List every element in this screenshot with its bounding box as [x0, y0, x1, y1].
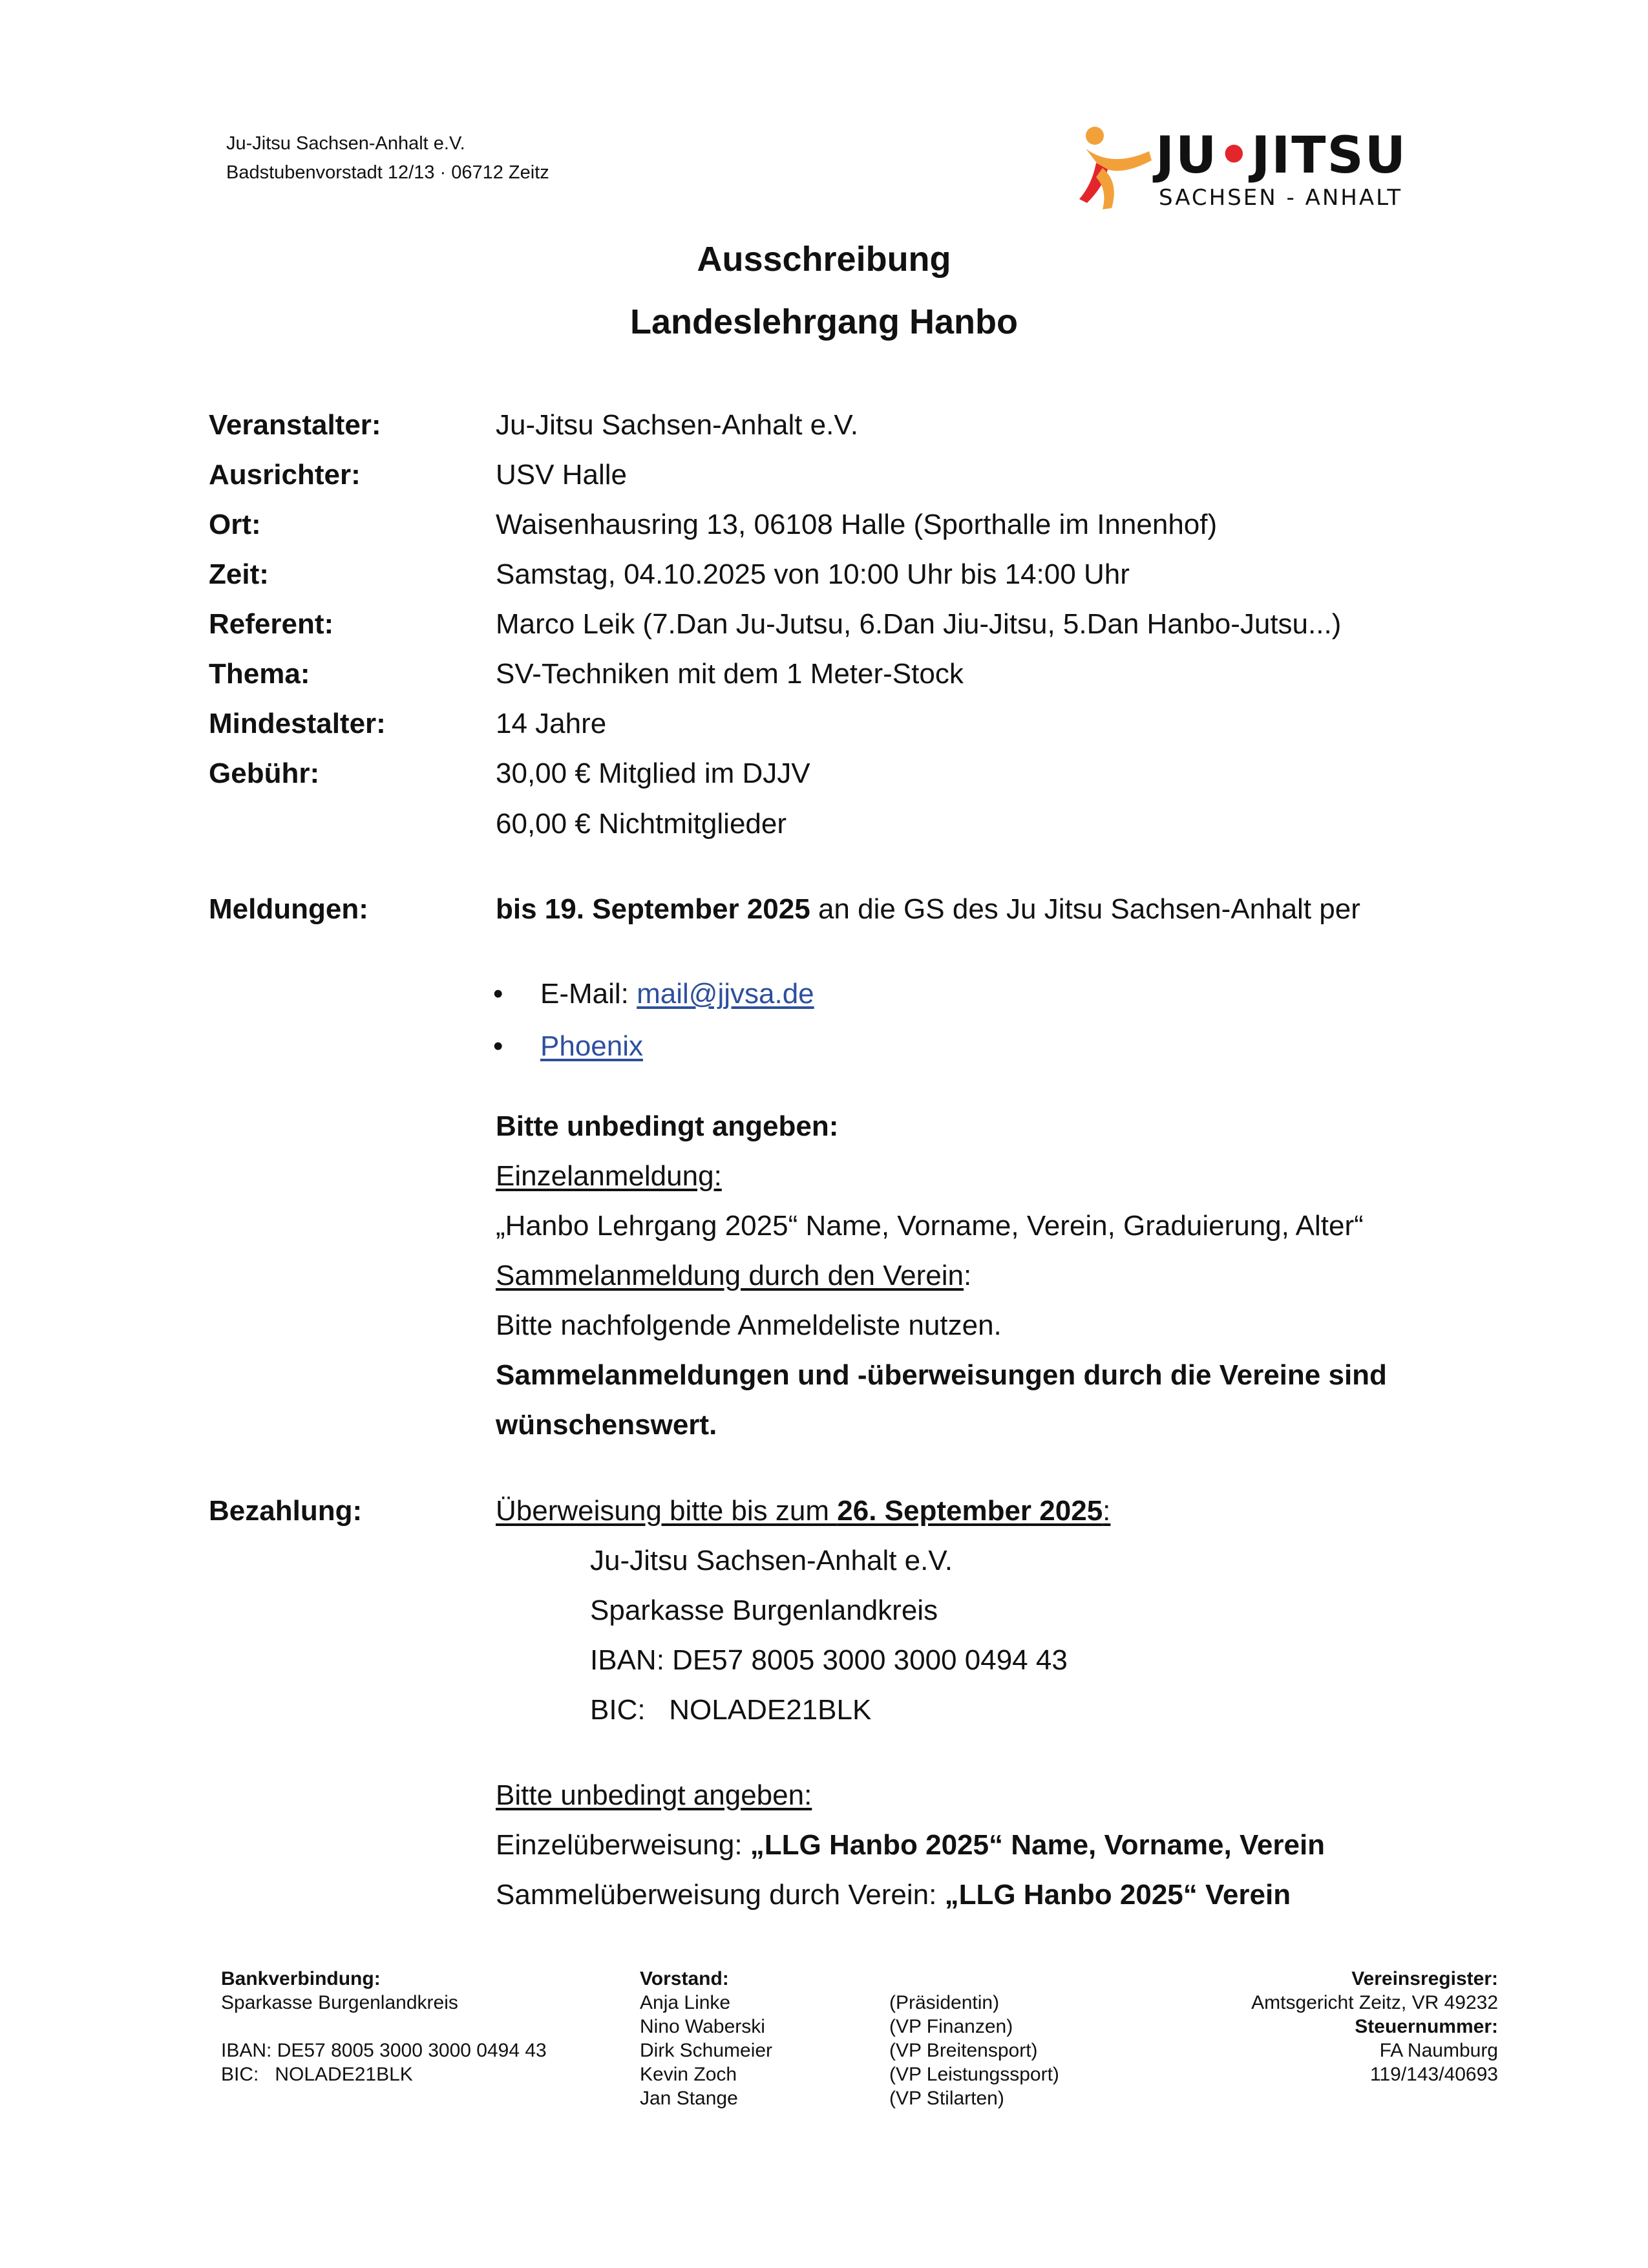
required-heading: Bitte unbedingt angeben:	[496, 1110, 839, 1142]
board-member-name: Anja Linke	[640, 1992, 731, 2013]
footer-register-heading: Vereinsregister:	[1351, 1968, 1498, 1989]
bullet-dot: •	[493, 1030, 503, 1062]
board-member-name: Kevin Zoch	[640, 2064, 737, 2085]
board-member-name: Dirk Schumeier	[640, 2040, 773, 2061]
account-bank: Sparkasse Burgenlandkreis	[590, 1595, 938, 1626]
account-iban: IBAN: DE57 8005 3000 3000 0494 43	[590, 1644, 1068, 1676]
board-member-role: (VP Leistungssport)	[889, 2064, 1059, 2085]
footer-tax-office: FA Naumburg	[1379, 2040, 1498, 2061]
label-gebuehr: Gebühr:	[209, 758, 320, 789]
footer-board-names	[640, 1967, 772, 2110]
meldungen-text: bis 19. September 2025 an die GS des Ju Jitsu Sachsen-Anhalt per	[496, 893, 1360, 925]
footer-register	[1251, 1967, 1498, 2086]
payment-single-reference: Einzelüberweisung: „LLG Hanbo 2025“ Name, Vorname, Verein	[496, 1829, 1326, 1861]
label-ort: Ort:	[209, 509, 261, 540]
payment-deadline: 26. September 2025	[837, 1495, 1103, 1527]
value-veranstalter: Ju-Jitsu Sachsen-Anhalt e.V.	[496, 409, 858, 441]
note-line-1: Sammelanmeldungen und -überweisungen durch die Vereine sind	[496, 1359, 1387, 1391]
footer-register-value: Amtsgericht Zeitz, VR 49232	[1251, 1992, 1498, 2013]
document-title: Ausschreibung	[697, 240, 951, 279]
footer-tax-heading: Steuernummer:	[1355, 2016, 1498, 2037]
sammelanmeldung-text: Bitte nachfolgende Anmeldeliste nutzen.	[496, 1309, 1002, 1341]
board-member-role: (VP Breitensport)	[889, 2040, 1038, 2061]
payment-required-heading: Bitte unbedingt angeben:	[496, 1779, 812, 1811]
einzelanmeldung-heading: Einzelanmeldung:	[496, 1160, 722, 1192]
logo-subtitle: SACHSEN - ANHALT	[1159, 185, 1403, 211]
value-ort: Waisenhausring 13, 06108 Halle (Sporthalle im Innenhof)	[496, 509, 1218, 540]
sender-name: Ju-Jitsu Sachsen-Anhalt e.V.	[226, 133, 465, 154]
sammelanmeldung-heading: Sammelanmeldung durch den Verein:	[496, 1260, 972, 1291]
footer-bank-name: Sparkasse Burgenlandkreis	[221, 1992, 458, 2013]
footer-tax-number: 119/143/40693	[1370, 2064, 1498, 2085]
footer-bank-bic: BIC: NOLADE21BLK	[221, 2064, 413, 2085]
value-thema: SV-Techniken mit dem 1 Meter-Stock	[496, 658, 964, 690]
document-subtitle: Landeslehrgang Hanbo	[629, 302, 1019, 341]
label-meldungen: Meldungen:	[209, 893, 368, 925]
value-gebuehr-mitglied: 30,00 € Mitglied im DJJV	[496, 758, 810, 789]
account-bic: BIC: NOLADE21BLK	[590, 1694, 872, 1726]
label-veranstalter: Veranstalter:	[209, 409, 381, 441]
value-referent: Marco Leik (7.Dan Ju-Jutsu, 6.Dan Jiu-Jitsu, 5.Dan Hanbo-Jutsu...)	[496, 608, 1342, 640]
value-gebuehr-nichtmitglied: 60,00 € Nichtmitglieder	[496, 808, 787, 840]
value-ausrichter: USV Halle	[496, 459, 627, 491]
ju-jitsu-logo	[1073, 123, 1407, 213]
value-mindestalter: 14 Jahre	[496, 708, 607, 739]
board-member-role: (VP Stilarten)	[889, 2088, 1004, 2109]
payment-group-reference: Sammelüberweisung durch Verein: „LLG Hanbo 2025“ Verein	[496, 1879, 1291, 1911]
label-referent: Referent:	[209, 608, 334, 640]
board-member-role: (Präsidentin)	[889, 1992, 1000, 2013]
label-ausrichter: Ausrichter:	[209, 459, 361, 491]
footer-board-roles	[889, 1991, 1059, 2110]
email-link[interactable]: mail@jjvsa.de	[637, 978, 814, 1010]
einzelanmeldung-text: „Hanbo Lehrgang 2025“ Name, Vorname, Verein, Graduierung, Alter“	[496, 1210, 1364, 1242]
fighter-figure-icon	[1073, 123, 1157, 213]
board-member-name: Nino Waberski	[640, 2016, 765, 2037]
bullet-dot: •	[493, 978, 503, 1010]
note-line-2: wünschenswert.	[496, 1409, 717, 1441]
board-member-role: (VP Finanzen)	[889, 2016, 1013, 2037]
label-mindestalter: Mindestalter:	[209, 708, 386, 739]
footer-bank-heading: Bankverbindung:	[221, 1968, 381, 1989]
account-name: Ju-Jitsu Sachsen-Anhalt e.V.	[590, 1545, 953, 1576]
value-zeit: Samstag, 04.10.2025 von 10:00 Uhr bis 14:00 Uhr	[496, 558, 1130, 590]
footer-bank	[221, 1967, 547, 2086]
board-member-name: Jan Stange	[640, 2088, 738, 2109]
footer-bank-iban: IBAN: DE57 8005 3000 3000 0494 43	[221, 2040, 547, 2061]
meldungen-deadline: bis 19. September 2025	[496, 893, 810, 925]
label-bezahlung: Bezahlung:	[209, 1495, 363, 1527]
sender-address: Badstubenvorstadt 12/13 · 06712 Zeitz	[226, 162, 549, 183]
label-zeit: Zeit:	[209, 558, 269, 590]
label-thema: Thema:	[209, 658, 310, 690]
phoenix-link[interactable]: Phoenix	[540, 1030, 644, 1062]
logo-title: JU•JITSU	[1156, 127, 1407, 185]
payment-deadline-line: Überweisung bitte bis zum 26. September 2025:	[496, 1495, 1111, 1527]
footer-board-heading: Vorstand:	[640, 1968, 729, 1989]
sender-block	[226, 129, 549, 187]
email-item: E-Mail: mail@jjvsa.de	[540, 978, 814, 1010]
